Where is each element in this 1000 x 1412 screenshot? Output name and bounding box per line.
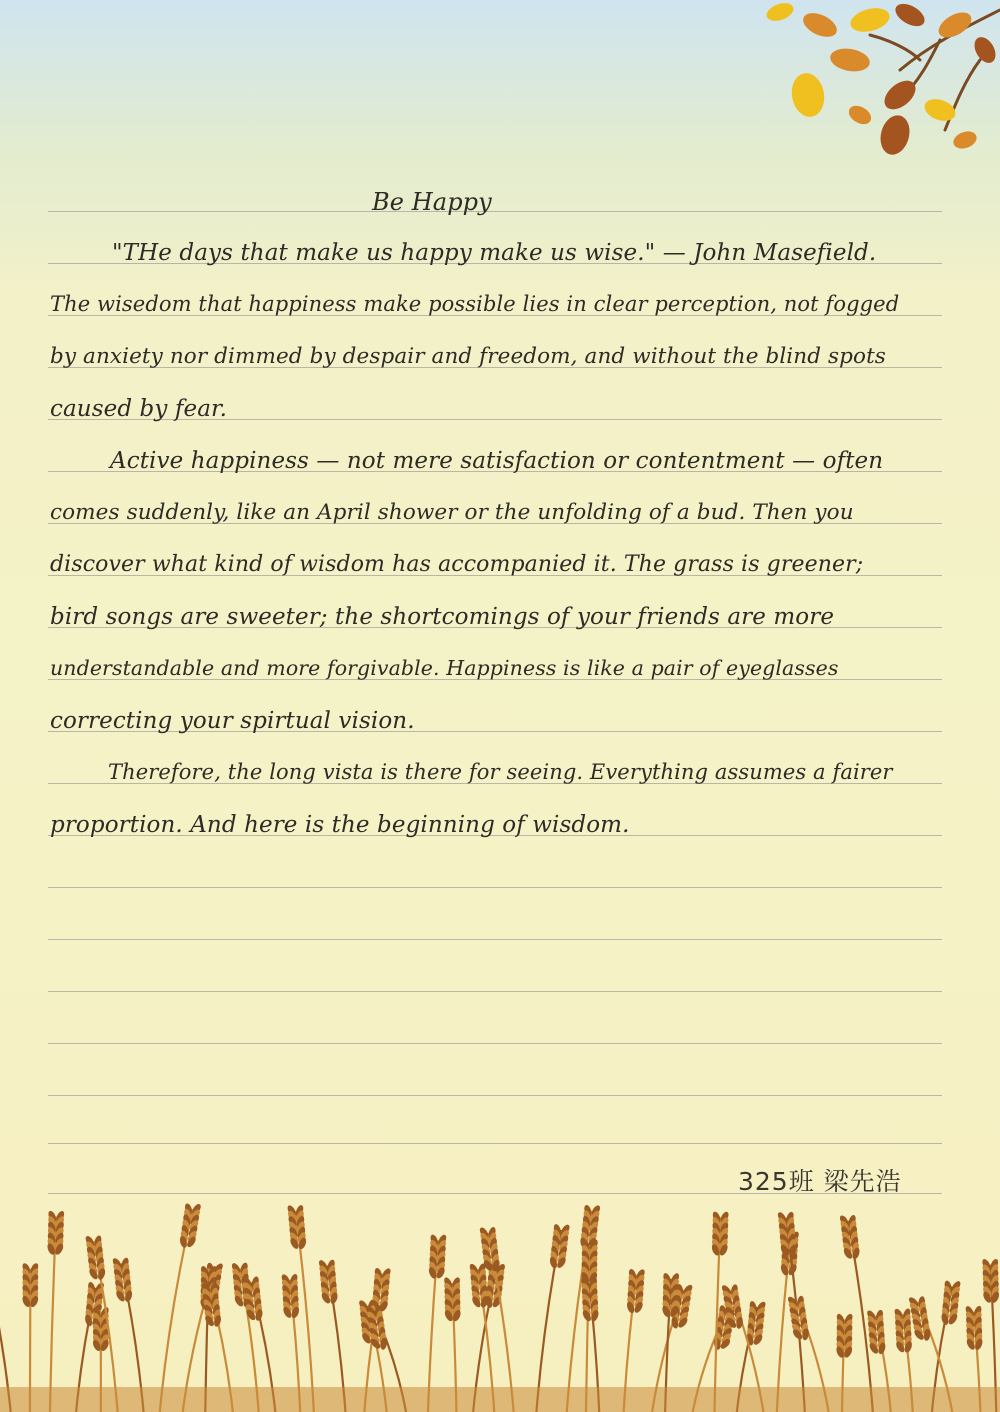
ruled-line <box>48 887 942 888</box>
text-line: caused by fear. <box>50 396 227 422</box>
ruled-line <box>48 1095 942 1096</box>
text-line: Active happiness — not mere satisfaction or contentment — often <box>110 448 884 474</box>
text-line: comes suddenly, like an April shower or the unfolding of a bud. Then you <box>50 500 854 525</box>
text-line: The wisedom that happiness make possible lies in clear perception, not fogged <box>50 292 900 316</box>
text-line: bird songs are sweeter; the shortcomings of your friends are more <box>50 604 835 630</box>
letter-title: Be Happy <box>372 188 492 216</box>
ruled-line <box>48 1043 942 1044</box>
signature: 325班 梁先浩 <box>738 1167 902 1196</box>
ruled-line <box>48 939 942 940</box>
text-line: proportion. And here is the beginning of wisdom. <box>50 812 630 838</box>
wheat-field-decoration <box>0 1182 1000 1412</box>
autumn-leaves-decoration <box>750 0 1000 160</box>
text-line: correcting your spirtual vision. <box>50 708 415 734</box>
text-line: "THe days that make us happy make us wise." — John Masefield. <box>112 240 877 266</box>
ruled-line <box>48 211 942 212</box>
text-line: discover what kind of wisdom has accompanied it. The grass is greener; <box>50 552 864 577</box>
ruled-line <box>48 1143 942 1144</box>
text-line: understandable and more forgivable. Happiness is like a pair of eyeglasses <box>50 656 839 680</box>
ruled-line <box>48 991 942 992</box>
text-line: by anxiety nor dimmed by despair and freedom, and without the blind spots <box>50 344 886 369</box>
text-line: Therefore, the long vista is there for seeing. Everything assumes a fairer <box>108 760 893 784</box>
